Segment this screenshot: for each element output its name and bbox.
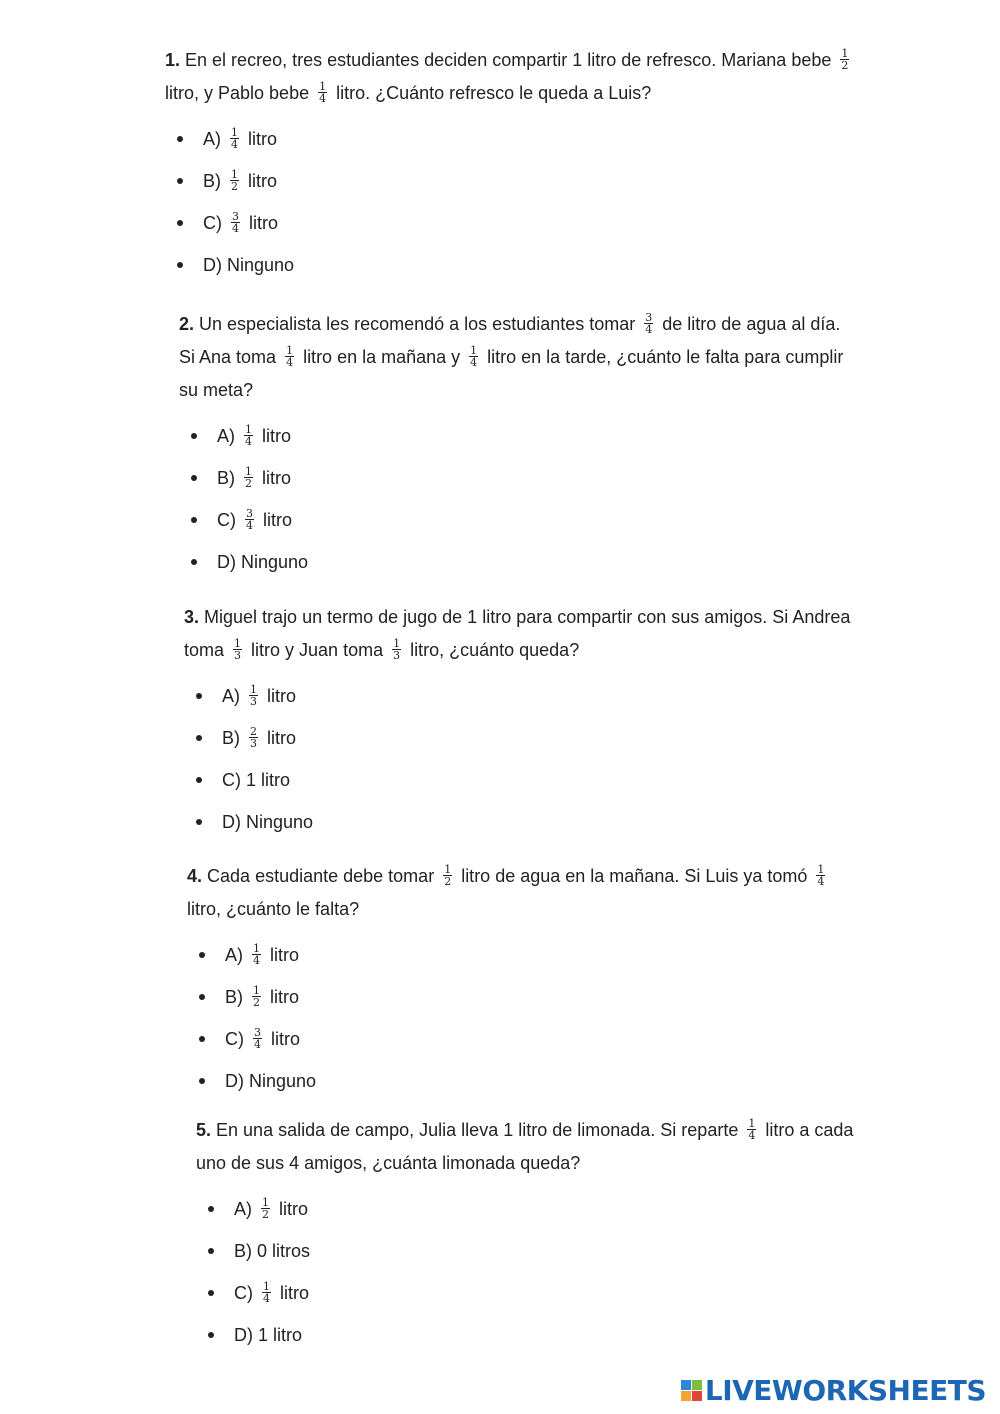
logo-square (681, 1380, 691, 1390)
answer-options (196, 1188, 871, 1356)
question-stem (165, 44, 855, 110)
question-number: 4. (187, 866, 203, 886)
text-segment: litro (270, 987, 300, 1007)
fraction-denominator: 4 (246, 518, 254, 532)
answer-option (187, 934, 857, 976)
text-segment: litro (248, 171, 278, 191)
question-1 (165, 44, 855, 286)
answer-option (196, 1230, 871, 1272)
answer-options (184, 675, 854, 843)
text-segment: litro en la mañana y (298, 347, 466, 367)
text-segment: En el recreo, tres estudiantes deciden compartir 1 litro de refresco. Mariana bebe (185, 50, 837, 70)
fraction-denominator: 4 (748, 1128, 756, 1142)
text-segment: litro en la tarde, ¿cuánto le falta para cumplir su meta? (179, 347, 844, 400)
text-segment: C) (234, 1283, 253, 1303)
fraction (249, 726, 258, 749)
text-segment: litro (280, 1283, 310, 1303)
fraction (262, 1281, 271, 1304)
fraction-numerator: 1 (245, 422, 253, 436)
fraction-denominator: 4 (253, 953, 261, 967)
fraction (392, 638, 401, 661)
fraction (253, 1027, 262, 1050)
text-segment: Miguel trajo un termo de jugo de 1 litro para compartir con sus amigos. Si Andrea toma (184, 607, 851, 660)
text-segment: A) (225, 945, 243, 965)
fraction-numerator: 1 (841, 46, 849, 60)
answer-options (187, 934, 857, 1102)
fraction-denominator: 4 (470, 355, 478, 369)
answer-option (187, 1018, 857, 1060)
fraction-denominator: 2 (841, 58, 849, 72)
logo-square (681, 1391, 691, 1401)
fraction (249, 684, 258, 707)
answer-option (165, 118, 855, 160)
fraction-denominator: 2 (231, 179, 239, 193)
text-segment: litro de agua en la mañana. Si Luis ya tomó (456, 866, 813, 886)
fraction-numerator: 1 (253, 983, 261, 997)
fraction (244, 466, 253, 489)
fraction (252, 943, 261, 966)
text-segment: litro, y Pablo bebe (165, 83, 315, 103)
fraction-denominator: 4 (254, 1037, 262, 1051)
text-segment: litro, ¿cuánto le falta? (187, 899, 360, 919)
fraction-numerator: 1 (234, 636, 242, 650)
text-segment: A) (217, 426, 235, 446)
fraction (261, 1197, 270, 1220)
fraction (244, 424, 253, 447)
text-segment: B) (203, 171, 221, 191)
text-segment: C) (217, 510, 236, 530)
liveworksheets-logo (681, 1370, 986, 1410)
text-segment: litro, ¿cuánto queda? (405, 640, 580, 660)
answer-option (165, 202, 855, 244)
fraction (840, 48, 849, 71)
fraction (816, 864, 825, 887)
question-stem (179, 308, 859, 407)
text-segment: D) Ninguno (222, 812, 314, 832)
fraction (230, 169, 239, 192)
fraction-denominator: 3 (250, 694, 258, 708)
text-segment: litro y Juan toma (246, 640, 389, 660)
text-segment: C) 1 litro (222, 770, 291, 790)
text-segment: D) Ninguno (217, 552, 309, 572)
liveworksheets-logo-icon (681, 1380, 702, 1401)
answer-options (165, 118, 855, 286)
text-segment: A) (234, 1199, 252, 1219)
answer-options (179, 415, 859, 583)
question-number: 5. (196, 1120, 212, 1140)
text-segment: B) (225, 987, 243, 1007)
text-segment: Un especialista les recomendó a los estudiantes tomar (199, 314, 641, 334)
fraction (644, 312, 653, 335)
text-segment: litro (262, 468, 292, 488)
fraction-numerator: 3 (246, 506, 254, 520)
answer-option (196, 1188, 871, 1230)
fraction-denominator: 4 (817, 874, 825, 888)
fraction-denominator: 4 (263, 1291, 271, 1305)
fraction-denominator: 3 (250, 736, 258, 750)
fraction-numerator: 1 (250, 682, 258, 696)
text-segment: B) (217, 468, 235, 488)
answer-option (184, 759, 854, 801)
fraction-numerator: 1 (231, 167, 239, 181)
question-number: 1. (165, 50, 181, 70)
fraction-denominator: 4 (245, 434, 253, 448)
text-segment: C) (203, 213, 222, 233)
fraction-numerator: 1 (393, 636, 401, 650)
fraction (285, 345, 294, 368)
fraction (318, 81, 327, 104)
fraction-denominator: 4 (286, 355, 294, 369)
answer-option (184, 801, 854, 843)
answer-option (196, 1272, 871, 1314)
logo-square (692, 1380, 702, 1390)
text-segment: C) (225, 1029, 244, 1049)
answer-option (179, 457, 859, 499)
text-segment: D) Ninguno (203, 255, 295, 275)
fraction-numerator: 1 (444, 862, 452, 876)
answer-option (187, 976, 857, 1018)
fraction (230, 127, 239, 150)
fraction-numerator: 1 (319, 79, 327, 93)
text-segment: litro (267, 728, 297, 748)
text-segment: Cada estudiante debe tomar (207, 866, 440, 886)
fraction-denominator: 2 (253, 995, 261, 1009)
answer-option (165, 160, 855, 202)
text-segment: A) (203, 129, 221, 149)
fraction (252, 985, 261, 1008)
fraction-numerator: 1 (253, 941, 261, 955)
question-number: 2. (179, 314, 195, 334)
fraction-denominator: 4 (319, 91, 327, 105)
fraction-numerator: 3 (232, 209, 240, 223)
question-stem (187, 860, 857, 926)
text-segment: litro (271, 1029, 301, 1049)
fraction-denominator: 4 (232, 221, 240, 235)
fraction-numerator: 1 (286, 343, 294, 357)
answer-option (179, 541, 859, 583)
fraction-numerator: 1 (748, 1116, 756, 1130)
answer-option (179, 415, 859, 457)
text-segment: D) 1 litro (234, 1325, 303, 1345)
fraction-denominator: 3 (234, 648, 242, 662)
text-segment: litro (262, 426, 292, 446)
text-segment: A) (222, 686, 240, 706)
answer-option (179, 499, 859, 541)
question-5 (196, 1114, 871, 1356)
text-segment: litro (248, 129, 278, 149)
answer-option (165, 244, 855, 286)
fraction-denominator: 2 (245, 476, 253, 490)
text-segment: En una salida de campo, Julia lleva 1 litro de limonada. Si reparte (216, 1120, 744, 1140)
question-3 (184, 601, 854, 843)
fraction-denominator: 2 (444, 874, 452, 888)
liveworksheets-logo-text: LIVEWORKSHEETS (704, 1373, 986, 1407)
text-segment: B) (222, 728, 240, 748)
fraction (443, 864, 452, 887)
text-segment: de litro de agua al día. Si Ana toma (179, 314, 841, 367)
answer-option (196, 1314, 871, 1356)
text-segment: litro (270, 945, 300, 965)
fraction-numerator: 3 (645, 310, 653, 324)
text-segment: litro. ¿Cuánto refresco le queda a Luis? (331, 83, 652, 103)
fraction-denominator: 3 (393, 648, 401, 662)
text-segment: litro (279, 1199, 309, 1219)
question-number: 3. (184, 607, 200, 627)
question-stem (184, 601, 854, 667)
text-segment: litro (263, 510, 293, 530)
fraction-numerator: 1 (817, 862, 825, 876)
fraction-numerator: 3 (254, 1025, 262, 1039)
fraction-denominator: 2 (262, 1207, 270, 1221)
text-segment: litro a cada uno de sus 4 amigos, ¿cuánta limonada queda? (196, 1120, 854, 1173)
answer-option (187, 1060, 857, 1102)
answer-option (184, 675, 854, 717)
fraction (233, 638, 242, 661)
fraction-numerator: 1 (263, 1279, 271, 1293)
fraction (469, 345, 478, 368)
text-segment: litro (267, 686, 297, 706)
question-4 (187, 860, 857, 1102)
question-stem (196, 1114, 871, 1180)
fraction (231, 211, 240, 234)
fraction-denominator: 4 (231, 137, 239, 151)
answer-option (184, 717, 854, 759)
text-segment: litro (249, 213, 279, 233)
fraction (747, 1118, 756, 1141)
fraction-numerator: 1 (245, 464, 253, 478)
fraction-denominator: 4 (645, 322, 653, 336)
logo-square (692, 1391, 702, 1401)
text-segment: D) Ninguno (225, 1071, 317, 1091)
fraction-numerator: 1 (231, 125, 239, 139)
fraction-numerator: 2 (250, 724, 258, 738)
fraction (245, 508, 254, 531)
text-segment: B) 0 litros (234, 1241, 311, 1261)
question-2 (179, 308, 859, 583)
fraction-numerator: 1 (470, 343, 478, 357)
fraction-numerator: 1 (262, 1195, 270, 1209)
